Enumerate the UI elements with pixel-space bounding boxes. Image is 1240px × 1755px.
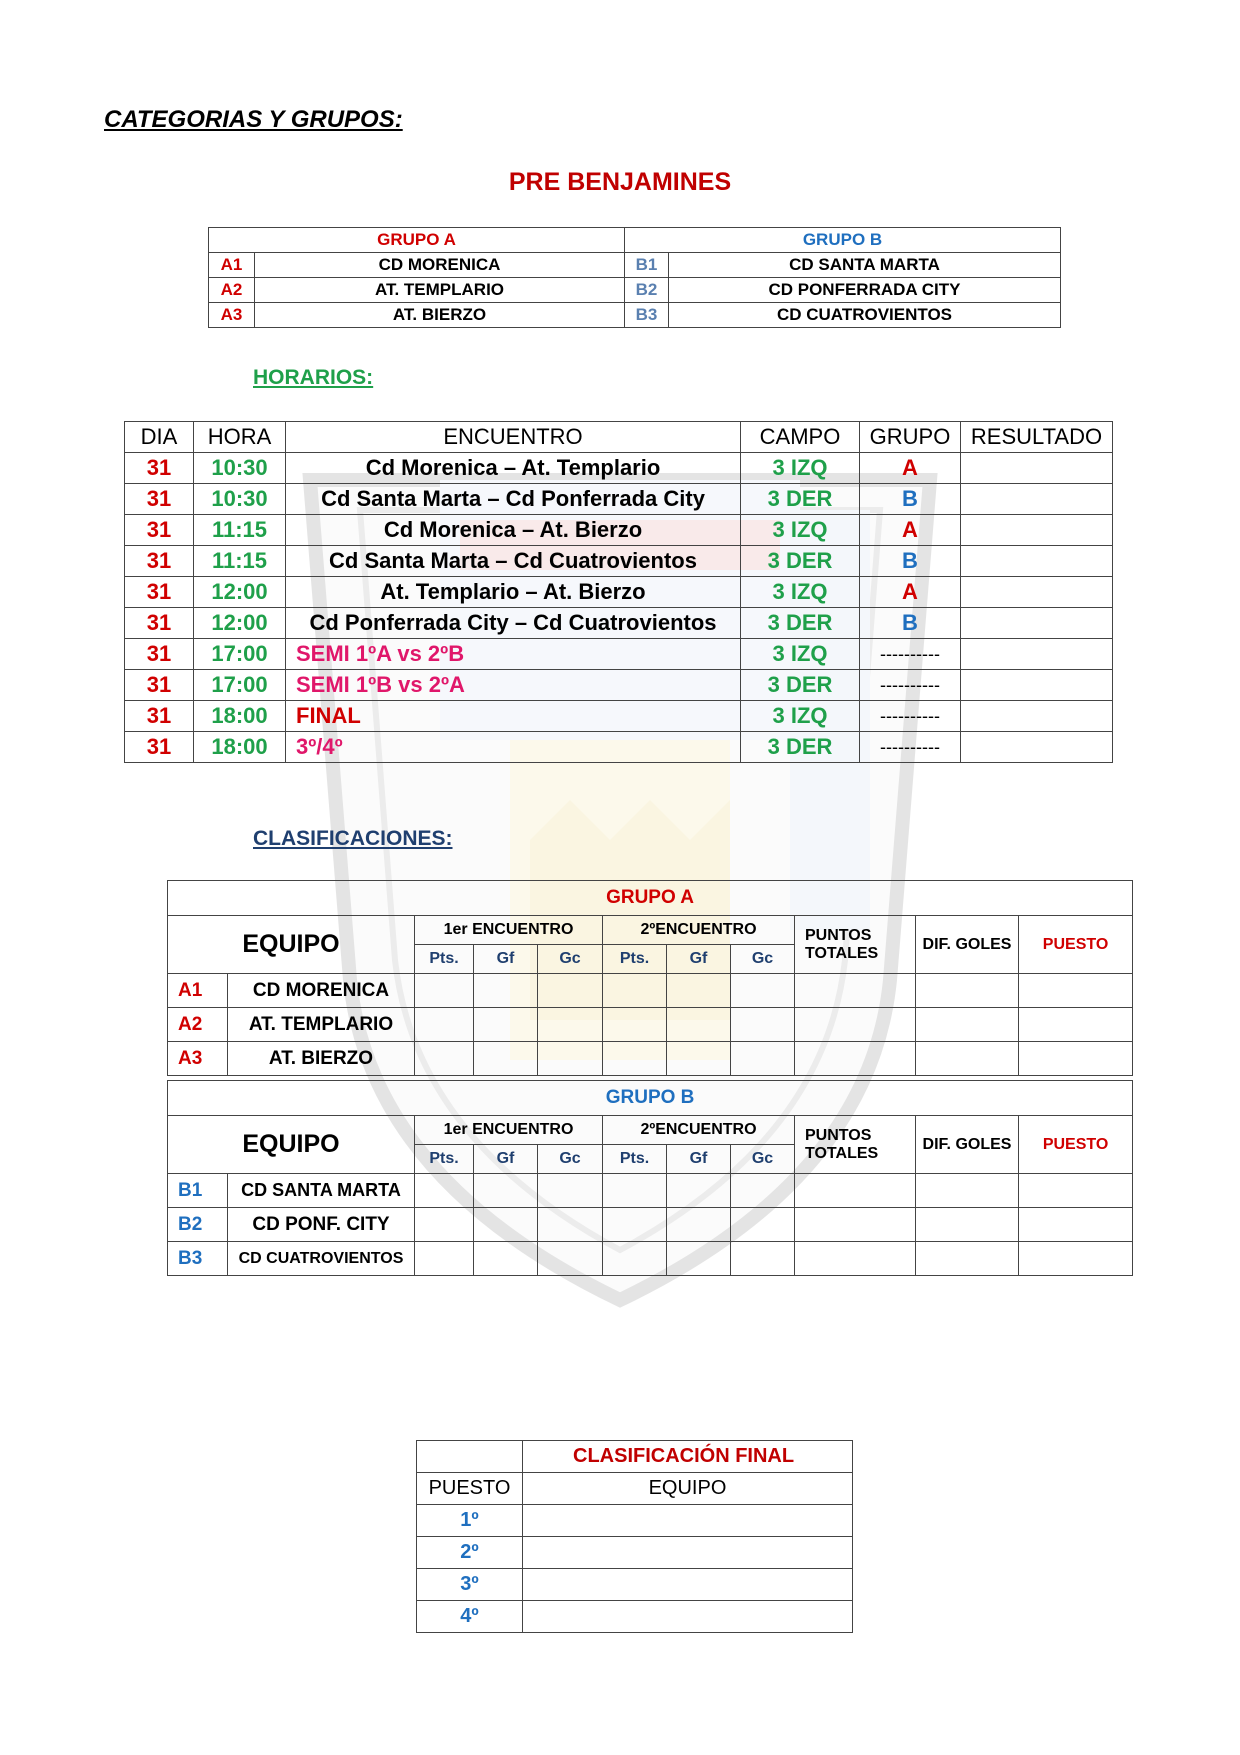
- stat-cell[interactable]: [1019, 1242, 1133, 1276]
- groups-header-row: [209, 228, 1061, 253]
- stat-cell[interactable]: [731, 1208, 795, 1242]
- encuentro-cell: SEMI 1ºA vs 2ºB: [286, 639, 741, 670]
- stat-cell[interactable]: [603, 1042, 667, 1076]
- team-name: AT. BIERZO: [228, 1042, 415, 1076]
- gf-header: Gf: [474, 945, 538, 974]
- clasificaciones-label: CLASIFICACIONES:: [253, 827, 453, 850]
- schedule-table: [124, 421, 1113, 763]
- table-row: [417, 1537, 853, 1569]
- stat-cell[interactable]: [603, 1242, 667, 1276]
- dia-cell: 31: [125, 701, 194, 732]
- stat-cell[interactable]: [474, 1208, 538, 1242]
- stat-cell[interactable]: [795, 1042, 916, 1076]
- stat-cell[interactable]: [474, 1174, 538, 1208]
- team-name: CD MORENICA: [228, 974, 415, 1008]
- gc-header: Gc: [538, 945, 603, 974]
- group-b-title: GRUPO B: [168, 1081, 1133, 1116]
- standings-header-row: [168, 916, 1133, 945]
- equipo-header: EQUIPO: [523, 1473, 853, 1505]
- grupo-cell: ----------: [860, 701, 961, 732]
- table-row: [417, 1601, 853, 1633]
- final-title-row: [417, 1441, 853, 1473]
- grupo-cell: A: [860, 577, 961, 608]
- campo-cell: 3 IZQ: [741, 701, 860, 732]
- puesto-header: PUESTO: [1019, 1116, 1133, 1174]
- group-b-team: CD CUATROVIENTOS: [669, 303, 1061, 328]
- table-row: [417, 1569, 853, 1601]
- grupo-cell: A: [860, 515, 961, 546]
- campo-cell: 3 IZQ: [741, 577, 860, 608]
- resultado-cell[interactable]: [961, 453, 1113, 484]
- encuentro-cell: Cd Santa Marta – Cd Ponferrada City: [286, 484, 741, 515]
- hora-cell: 12:00: [194, 577, 286, 608]
- page-title: CATEGORIAS Y GRUPOS:: [104, 106, 403, 133]
- stat-cell[interactable]: [916, 1042, 1019, 1076]
- pts-header: Pts.: [415, 945, 474, 974]
- stat-cell[interactable]: [474, 1008, 538, 1042]
- col-dia: DIA: [125, 422, 194, 453]
- team-code: A3: [168, 1042, 228, 1076]
- gf-header: Gf: [474, 1145, 538, 1174]
- dia-cell: 31: [125, 670, 194, 701]
- stat-cell[interactable]: [415, 1008, 474, 1042]
- team-code: A1: [168, 974, 228, 1008]
- pts-header: Pts.: [603, 1145, 667, 1174]
- stat-cell[interactable]: [731, 974, 795, 1008]
- gf-header: Gf: [667, 1145, 731, 1174]
- group-a-team: AT. TEMPLARIO: [255, 278, 625, 303]
- stat-cell[interactable]: [731, 1174, 795, 1208]
- stat-cell[interactable]: [415, 1242, 474, 1276]
- standings-header-row: [168, 1116, 1133, 1145]
- resultado-cell[interactable]: [961, 701, 1113, 732]
- stat-cell[interactable]: [916, 1174, 1019, 1208]
- stat-cell[interactable]: [603, 1008, 667, 1042]
- puesto-cell: 1º: [417, 1505, 523, 1537]
- table-row: [125, 608, 1113, 639]
- stat-cell[interactable]: [667, 1174, 731, 1208]
- stat-cell[interactable]: [474, 1242, 538, 1276]
- table-row: [209, 278, 1061, 303]
- group-b-title: GRUPO B: [625, 228, 1061, 253]
- campo-cell: 3 DER: [741, 670, 860, 701]
- stat-cell[interactable]: [603, 1208, 667, 1242]
- stat-cell[interactable]: [415, 1042, 474, 1076]
- grupo-cell: ----------: [860, 639, 961, 670]
- encuentro-cell: 3º/4º: [286, 732, 741, 763]
- equipo-header: EQUIPO: [168, 1116, 415, 1174]
- resultado-cell[interactable]: [961, 515, 1113, 546]
- stat-cell[interactable]: [415, 1174, 474, 1208]
- campo-cell: 3 DER: [741, 484, 860, 515]
- table-row: [417, 1505, 853, 1537]
- gc-header: Gc: [731, 1145, 795, 1174]
- encuentro-cell: SEMI 1ºB vs 2ºA: [286, 670, 741, 701]
- groups-table: [208, 227, 1061, 328]
- enc2-header: 2ºENCUENTRO: [603, 916, 795, 945]
- table-row: [125, 639, 1113, 670]
- encuentro-cell: FINAL: [286, 701, 741, 732]
- stat-cell[interactable]: [538, 1208, 603, 1242]
- encuentro-cell: At. Templario – At. Bierzo: [286, 577, 741, 608]
- pts-header: Pts.: [415, 1145, 474, 1174]
- group-b-code: B3: [625, 303, 669, 328]
- table-row: [125, 515, 1113, 546]
- stat-cell[interactable]: [916, 1008, 1019, 1042]
- schedule-header-row: [125, 422, 1113, 453]
- resultado-cell[interactable]: [961, 608, 1113, 639]
- dif-header: DIF. GOLES: [916, 1116, 1019, 1174]
- campo-cell: 3 DER: [741, 546, 860, 577]
- table-row: [125, 577, 1113, 608]
- campo-cell: 3 IZQ: [741, 639, 860, 670]
- gc-header: Gc: [731, 945, 795, 974]
- dia-cell: 31: [125, 577, 194, 608]
- stat-cell[interactable]: [795, 1008, 916, 1042]
- encuentro-cell: Cd Morenica – At. Templario: [286, 453, 741, 484]
- table-row: [209, 253, 1061, 278]
- hora-cell: 18:00: [194, 701, 286, 732]
- stat-cell[interactable]: [1019, 1174, 1133, 1208]
- group-a-code: A3: [209, 303, 255, 328]
- equipo-cell[interactable]: [523, 1505, 853, 1537]
- table-row: [125, 546, 1113, 577]
- table-row: [125, 670, 1113, 701]
- final-classification-table: [416, 1440, 853, 1633]
- enc1-header: 1er ENCUENTRO: [415, 916, 603, 945]
- hora-cell: 12:00: [194, 608, 286, 639]
- stat-cell[interactable]: [916, 974, 1019, 1008]
- team-code: B3: [168, 1242, 228, 1276]
- hora-cell: 10:30: [194, 453, 286, 484]
- dif-header: DIF. GOLES: [916, 916, 1019, 974]
- dia-cell: 31: [125, 639, 194, 670]
- stat-cell[interactable]: [538, 1174, 603, 1208]
- equipo-header: EQUIPO: [168, 916, 415, 974]
- grupo-cell: A: [860, 453, 961, 484]
- col-campo: CAMPO: [741, 422, 860, 453]
- stat-cell[interactable]: [667, 1242, 731, 1276]
- table-row: [168, 1008, 1133, 1042]
- team-name: CD CUATROVIENTOS: [228, 1242, 415, 1276]
- group-b-code: B2: [625, 278, 669, 303]
- pts-header: Pts.: [603, 945, 667, 974]
- stat-cell[interactable]: [731, 1242, 795, 1276]
- enc2-header: 2ºENCUENTRO: [603, 1116, 795, 1145]
- encuentro-cell: Cd Ponferrada City – Cd Cuatrovientos: [286, 608, 741, 639]
- table-row: [125, 453, 1113, 484]
- dia-cell: 31: [125, 608, 194, 639]
- grupo-cell: ----------: [860, 732, 961, 763]
- puntos-header: PUNTOS TOTALES: [795, 916, 916, 974]
- table-row: [125, 484, 1113, 515]
- stat-cell[interactable]: [603, 1174, 667, 1208]
- stat-cell[interactable]: [1019, 1042, 1133, 1076]
- team-code: A2: [168, 1008, 228, 1042]
- dia-cell: 31: [125, 546, 194, 577]
- stat-cell[interactable]: [731, 1008, 795, 1042]
- stat-cell[interactable]: [538, 974, 603, 1008]
- stat-cell[interactable]: [916, 1242, 1019, 1276]
- puesto-cell: 4º: [417, 1601, 523, 1633]
- campo-cell: 3 DER: [741, 608, 860, 639]
- table-row: [168, 1042, 1133, 1076]
- final-header-row: [417, 1473, 853, 1505]
- dia-cell: 31: [125, 515, 194, 546]
- gf-header: Gf: [667, 945, 731, 974]
- table-row: [209, 303, 1061, 328]
- hora-cell: 11:15: [194, 515, 286, 546]
- team-name: AT. TEMPLARIO: [228, 1008, 415, 1042]
- category-title: PRE BENJAMINES: [508, 168, 732, 196]
- stat-cell[interactable]: [731, 1042, 795, 1076]
- final-title: CLASIFICACIÓN FINAL: [523, 1441, 853, 1473]
- stat-cell[interactable]: [474, 974, 538, 1008]
- hora-cell: 11:15: [194, 546, 286, 577]
- col-encuentro: ENCUENTRO: [286, 422, 741, 453]
- standings-group-b-table: [167, 1080, 1133, 1276]
- hora-cell: 18:00: [194, 732, 286, 763]
- resultado-cell[interactable]: [961, 484, 1113, 515]
- stat-cell[interactable]: [1019, 1208, 1133, 1242]
- campo-cell: 3 IZQ: [741, 453, 860, 484]
- stat-cell[interactable]: [916, 1208, 1019, 1242]
- dia-cell: 31: [125, 453, 194, 484]
- stat-cell[interactable]: [538, 1042, 603, 1076]
- table-row: [168, 1208, 1133, 1242]
- hora-cell: 17:00: [194, 639, 286, 670]
- dia-cell: 31: [125, 732, 194, 763]
- grupo-cell: B: [860, 608, 961, 639]
- resultado-cell[interactable]: [961, 577, 1113, 608]
- standings-title-row: [168, 1081, 1133, 1116]
- encuentro-cell: Cd Santa Marta – Cd Cuatrovientos: [286, 546, 741, 577]
- stat-cell[interactable]: [795, 1208, 916, 1242]
- stat-cell[interactable]: [415, 974, 474, 1008]
- group-b-team: CD PONFERRADA CITY: [669, 278, 1061, 303]
- team-code: B1: [168, 1174, 228, 1208]
- table-row: [168, 974, 1133, 1008]
- puesto-header: PUESTO: [1019, 916, 1133, 974]
- stat-cell[interactable]: [538, 1242, 603, 1276]
- group-a-team: CD MORENICA: [255, 253, 625, 278]
- puesto-cell: 2º: [417, 1537, 523, 1569]
- stat-cell[interactable]: [667, 974, 731, 1008]
- puntos-header: PUNTOS TOTALES: [795, 1116, 916, 1174]
- dia-cell: 31: [125, 484, 194, 515]
- resultado-cell[interactable]: [961, 639, 1113, 670]
- team-code: B2: [168, 1208, 228, 1242]
- team-name: CD SANTA MARTA: [228, 1174, 415, 1208]
- standings-title-row: [168, 881, 1133, 916]
- stat-cell[interactable]: [1019, 974, 1133, 1008]
- stat-cell[interactable]: [667, 1008, 731, 1042]
- equipo-cell[interactable]: [523, 1569, 853, 1601]
- stat-cell[interactable]: [415, 1208, 474, 1242]
- col-grupo: GRUPO: [860, 422, 961, 453]
- group-a-team: AT. BIERZO: [255, 303, 625, 328]
- grupo-cell: B: [860, 546, 961, 577]
- group-b-code: B1: [625, 253, 669, 278]
- hora-cell: 10:30: [194, 484, 286, 515]
- grupo-cell: ----------: [860, 670, 961, 701]
- resultado-cell[interactable]: [961, 546, 1113, 577]
- resultado-cell[interactable]: [961, 670, 1113, 701]
- group-a-title: GRUPO A: [168, 881, 1133, 916]
- team-name: CD PONF. CITY: [228, 1208, 415, 1242]
- enc1-header: 1er ENCUENTRO: [415, 1116, 603, 1145]
- table-row: [125, 701, 1113, 732]
- col-resultado: RESULTADO: [961, 422, 1113, 453]
- grupo-cell: B: [860, 484, 961, 515]
- stat-cell[interactable]: [667, 1208, 731, 1242]
- puesto-header: PUESTO: [417, 1473, 523, 1505]
- hora-cell: 17:00: [194, 670, 286, 701]
- equipo-cell[interactable]: [523, 1601, 853, 1633]
- stat-cell[interactable]: [795, 974, 916, 1008]
- stat-cell[interactable]: [538, 1008, 603, 1042]
- stat-cell[interactable]: [667, 1042, 731, 1076]
- standings-group-a-table: [167, 880, 1133, 1076]
- horarios-label: HORARIOS:: [253, 366, 374, 389]
- stat-cell[interactable]: [474, 1042, 538, 1076]
- table-row: [168, 1242, 1133, 1276]
- stat-cell[interactable]: [795, 1174, 916, 1208]
- stat-cell[interactable]: [603, 974, 667, 1008]
- group-b-team: CD SANTA MARTA: [669, 253, 1061, 278]
- table-row: [125, 732, 1113, 763]
- encuentro-cell: Cd Morenica – At. Bierzo: [286, 515, 741, 546]
- col-hora: HORA: [194, 422, 286, 453]
- group-a-code: A1: [209, 253, 255, 278]
- campo-cell: 3 IZQ: [741, 515, 860, 546]
- gc-header: Gc: [538, 1145, 603, 1174]
- group-a-code: A2: [209, 278, 255, 303]
- stat-cell[interactable]: [795, 1242, 916, 1276]
- group-a-title: GRUPO A: [209, 228, 625, 253]
- campo-cell: 3 DER: [741, 732, 860, 763]
- resultado-cell[interactable]: [961, 732, 1113, 763]
- stat-cell[interactable]: [1019, 1008, 1133, 1042]
- puesto-cell: 3º: [417, 1569, 523, 1601]
- table-row: [168, 1174, 1133, 1208]
- equipo-cell[interactable]: [523, 1537, 853, 1569]
